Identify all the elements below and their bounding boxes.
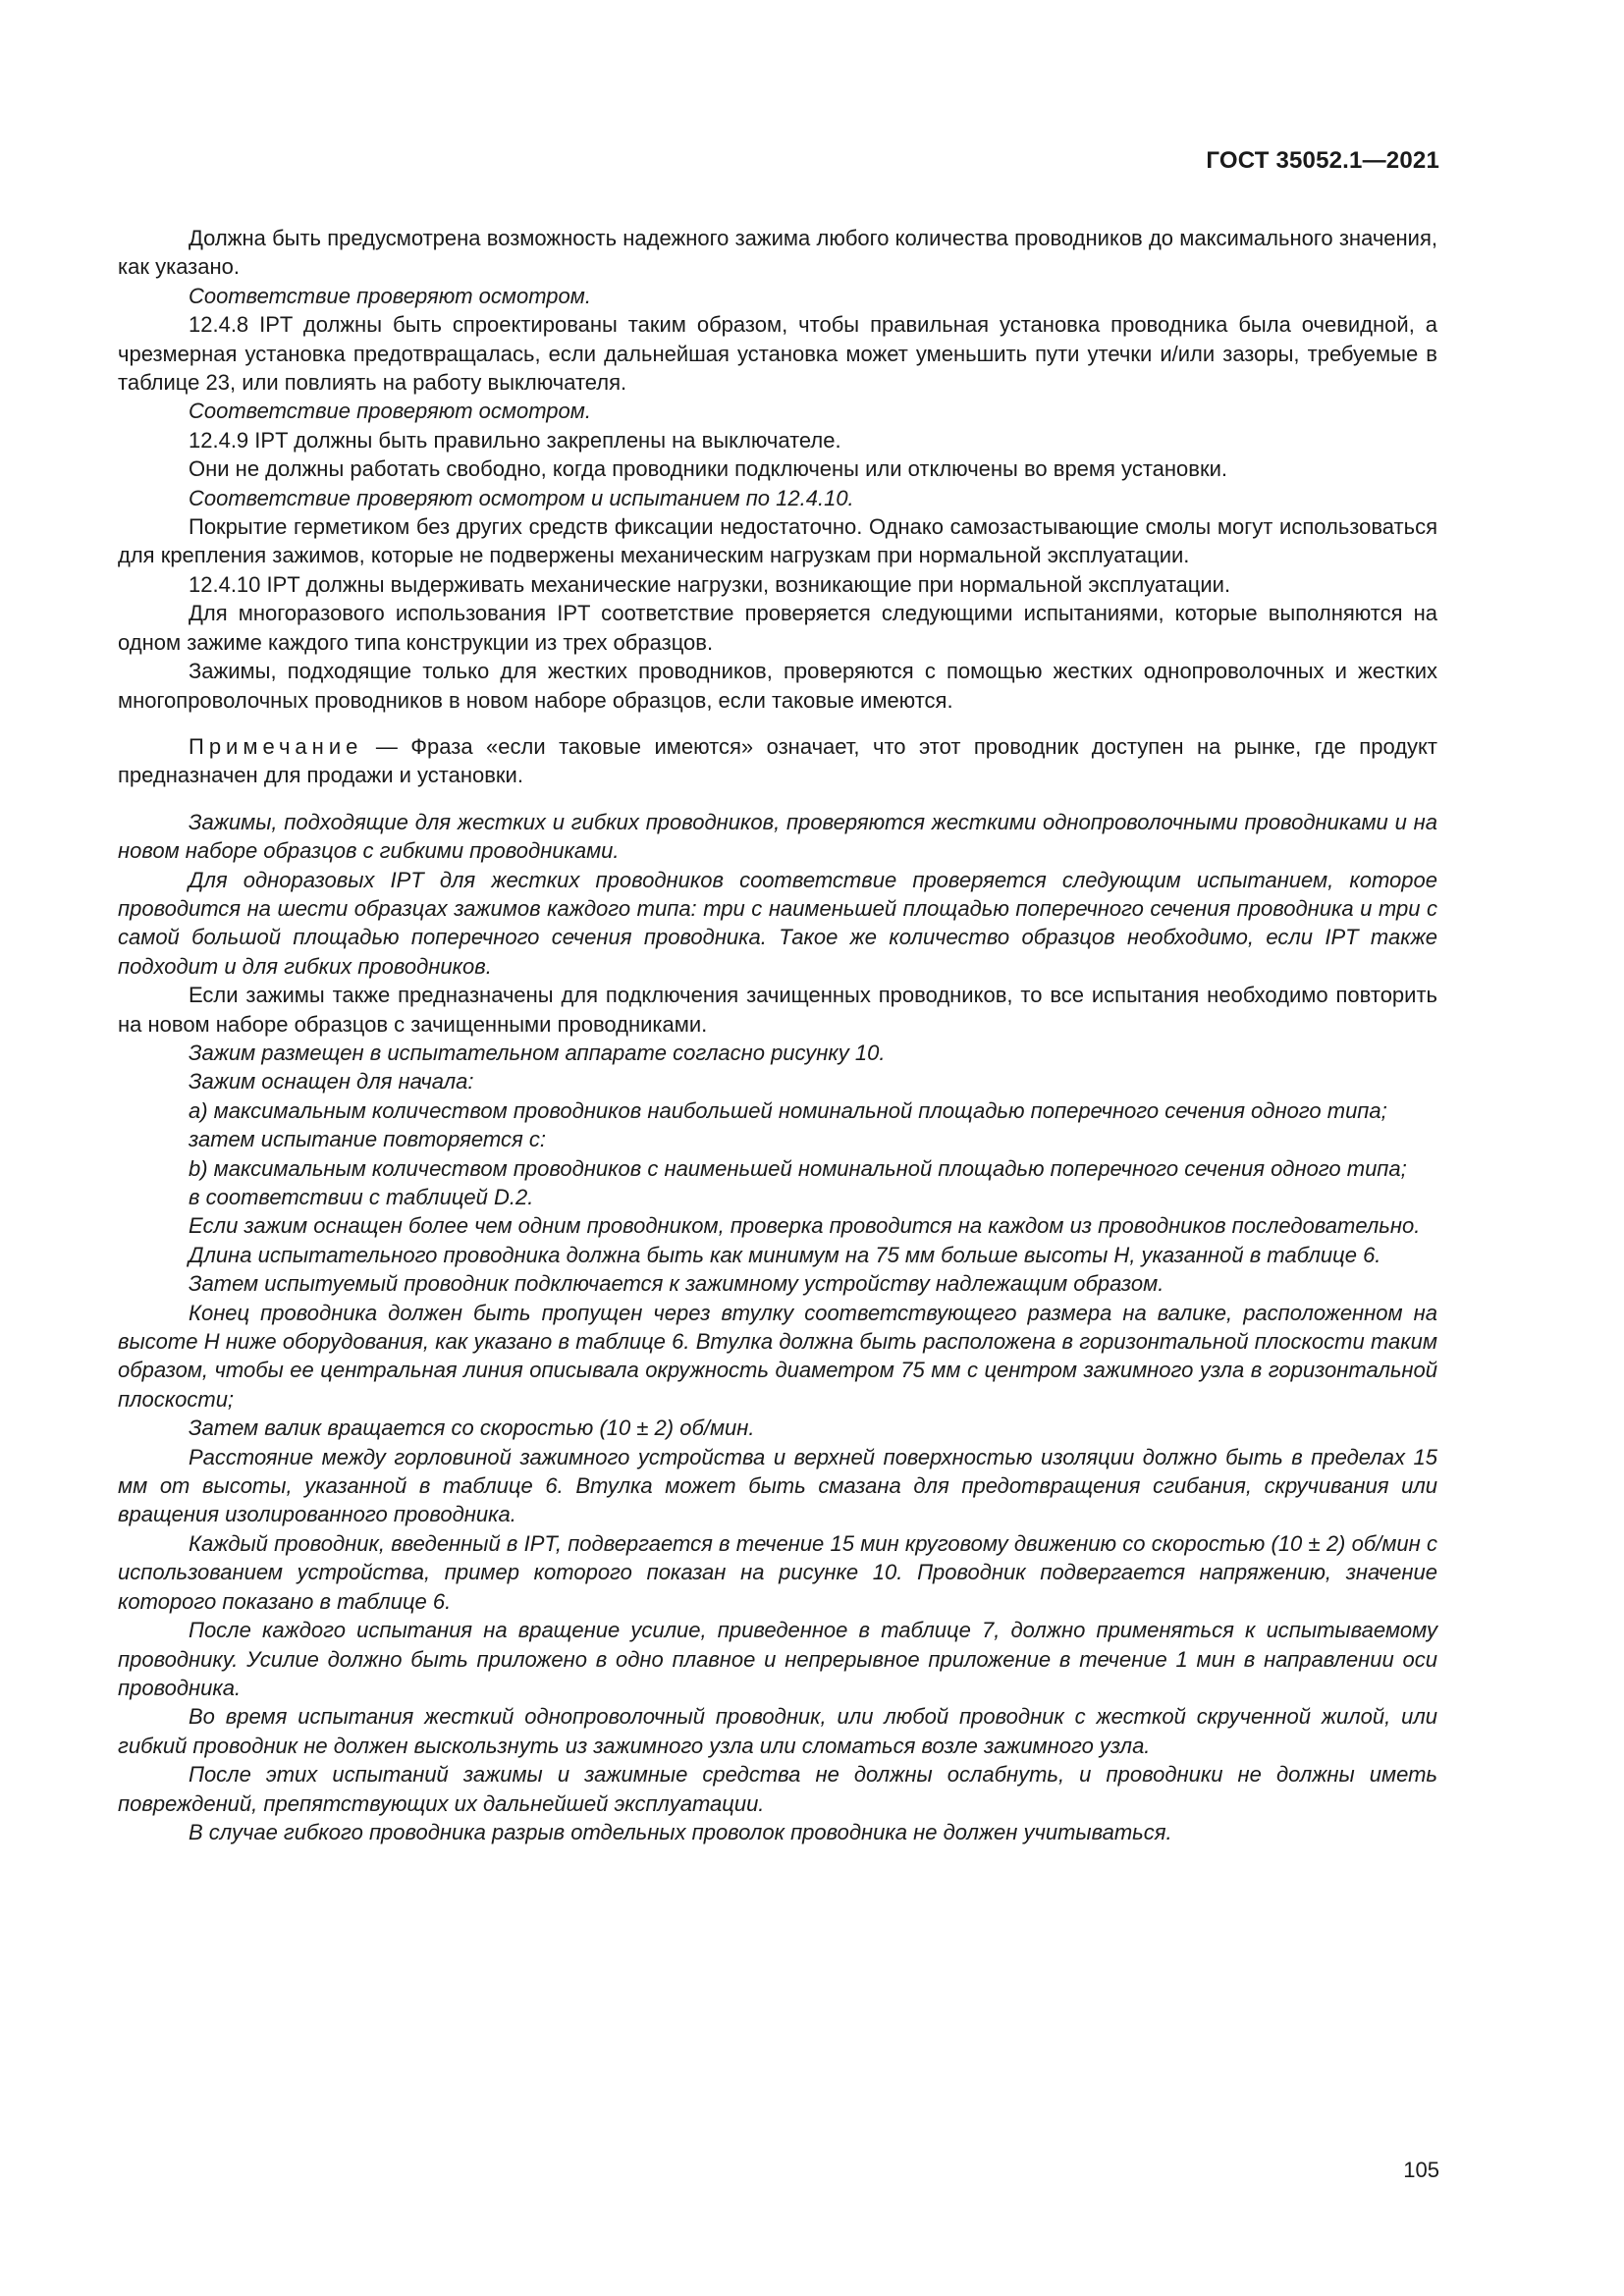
list-item-a: a) максимальным количеством проводников наибольшей номинальной площадью поперечного сечения одного типа; xyxy=(189,1097,1387,1123)
paragraph: Если зажим оснащен более чем одним проводником, проверка проводится на каждом из проводников последовательно. xyxy=(189,1213,1421,1239)
paragraph: 12.4.9 IPT должны быть правильно закреплены на выключателе. xyxy=(189,427,841,453)
list-item-b: b) максимальным количеством проводников с наименьшей номинальной площадью поперечного сечения одного типа; xyxy=(189,1155,1407,1181)
paragraph: Они не должны работать свободно, когда проводники подключены или отключены во время установки. xyxy=(189,456,1227,482)
paragraph: Расстояние между горловиной зажимного устройства и верхней поверхностью изоляции должно быть в пределах 15 мм от высоты, указанной в таблице 6. Втулка может быть смазана для предотвращения сгибания, скручивания или вращения изолированного проводника. xyxy=(118,1444,1437,1527)
paragraph: Зажим оснащен для начала: xyxy=(189,1069,474,1095)
paragraph: Для многоразового использования IPT соответствие проверяется следующими испытаниями, которые выполняются на одном зажиме каждого типа конструкции из трех образцов. xyxy=(118,601,1437,655)
paragraph: В случае гибкого проводника разрыв отдельных проволок проводника не должен учитываться. xyxy=(189,1819,1172,1844)
paragraph: Во время испытания жесткий однопроволочный проводник, или любой проводник с жесткой скрученной жилой, или гибкий проводник не должен выскользнуть из зажимного узла или сломаться возле зажимного узла. xyxy=(118,1704,1437,1758)
page-number: 105 xyxy=(1403,2158,1439,2182)
paragraph: Затем валик вращается со скоростью (10 ± 2) об/мин. xyxy=(189,1415,755,1441)
paragraph: Зажим размещен в испытательном аппарате согласно рисунку 10. xyxy=(189,1040,886,1065)
paragraph: Соответствие проверяют осмотром и испытанием по 12.4.10. xyxy=(189,485,854,510)
note-label: Примечание xyxy=(189,733,363,759)
paragraph: 12.4.10 IPT должны выдерживать механические нагрузки, возникающие при нормальной эксплуатации. xyxy=(189,571,1231,597)
body-text xyxy=(118,224,1437,1846)
paragraph: затем испытание повторяется с: xyxy=(189,1127,546,1152)
note-paragraph xyxy=(118,732,1437,790)
paragraph: Зажимы, подходящие для жестких и гибких проводников, проверяются жесткими однопроволочными проводниками и на новом наборе образцов с гибкими проводниками. xyxy=(118,809,1437,864)
paragraph: Соответствие проверяют осмотром. xyxy=(189,283,591,308)
paragraph: Для одноразовых IPT для жестких проводников соответствие проверяется следующим испытанием, которое проводится на шести образцах зажимов каждого типа: три с наименьшей площадью поперечного сечения проводника и три с самой большой площадью поперечного сечения проводника. Такое же количество образцов необходимо, если IPT также подходит и для гибких проводников. xyxy=(118,867,1437,979)
paragraph: Длина испытательного проводника должна быть как минимум на 75 мм больше высоты H, указанной в таблице 6. xyxy=(189,1242,1381,1267)
paragraph: После этих испытаний зажимы и зажимные средства не должны ослабнуть, и проводники не должны иметь повреждений, препятствующих их дальнейшей эксплуатации. xyxy=(118,1762,1437,1816)
paragraph: Конец проводника должен быть пропущен через втулку соответствующего размера на валике, расположенном на высоте H ниже оборудования, как указано в таблице 6. Втулка должна быть расположена в горизонтальной плоскости таким образом, чтобы ее центральная линия описывала окружность диаметром 75 мм с центром зажимного узла в горизонтальной плоскости; xyxy=(118,1300,1437,1412)
note-text: — Фраза «если таковые имеются» означает, что этот проводник доступен на рынке, где продукт предназначен для продажи и установки. xyxy=(118,733,1437,788)
paragraph: Каждый проводник, введенный в IPT, подвергается в течение 15 мин круговому движению со скоростью (10 ± 2) об/мин с использованием устройства, пример которого показан на рисунке 10. Проводник подвергается напряжению, значение которого показано в таблице 6. xyxy=(118,1530,1437,1614)
paragraph: Соответствие проверяют осмотром. xyxy=(189,399,591,424)
paragraph: 12.4.8 IPT должны быть спроектированы таким образом, чтобы правильная установка проводника была очевидной, а чрезмерная установка предотвращалась, если дальнейшая установка может уменьшить пути утечки и/или зазоры, требуемые в таблице 23, или повлиять на работу выключателя. xyxy=(118,312,1437,396)
paragraph: Зажимы, подходящие только для жестких проводников, проверяются с помощью жестких однопроволочных и жестких многопроволочных проводников в новом наборе образцов, если таковые имеются. xyxy=(118,659,1437,713)
paragraph: в соответствии с таблицей D.2. xyxy=(189,1185,534,1209)
paragraph: Если зажимы также предназначены для подключения зачищенных проводников, то все испытания необходимо повторить на новом наборе образцов с зачищенными проводниками. xyxy=(118,983,1437,1037)
paragraph: Должна быть предусмотрена возможность надежного зажима любого количества проводников до максимального значения, как указано. xyxy=(118,226,1437,280)
paragraph: Затем испытуемый проводник подключается к зажимному устройству надлежащим образом. xyxy=(189,1271,1164,1297)
paragraph: После каждого испытания на вращение усилие, приведенное в таблице 7, должно применяться к испытываемому проводнику. Усилие должно быть приложено в одно плавное и непрерывное приложение в течение 1 мин в направлении оси проводника. xyxy=(118,1618,1437,1700)
standard-header: ГОСТ 35052.1—2021 xyxy=(1206,147,1439,174)
paragraph: Покрытие герметиком без других средств фиксации недостаточно. Однако самозастывающие смолы могут использоваться для крепления зажимов, которые не подвержены механическим нагрузкам при нормальной эксплуатации. xyxy=(118,514,1437,568)
